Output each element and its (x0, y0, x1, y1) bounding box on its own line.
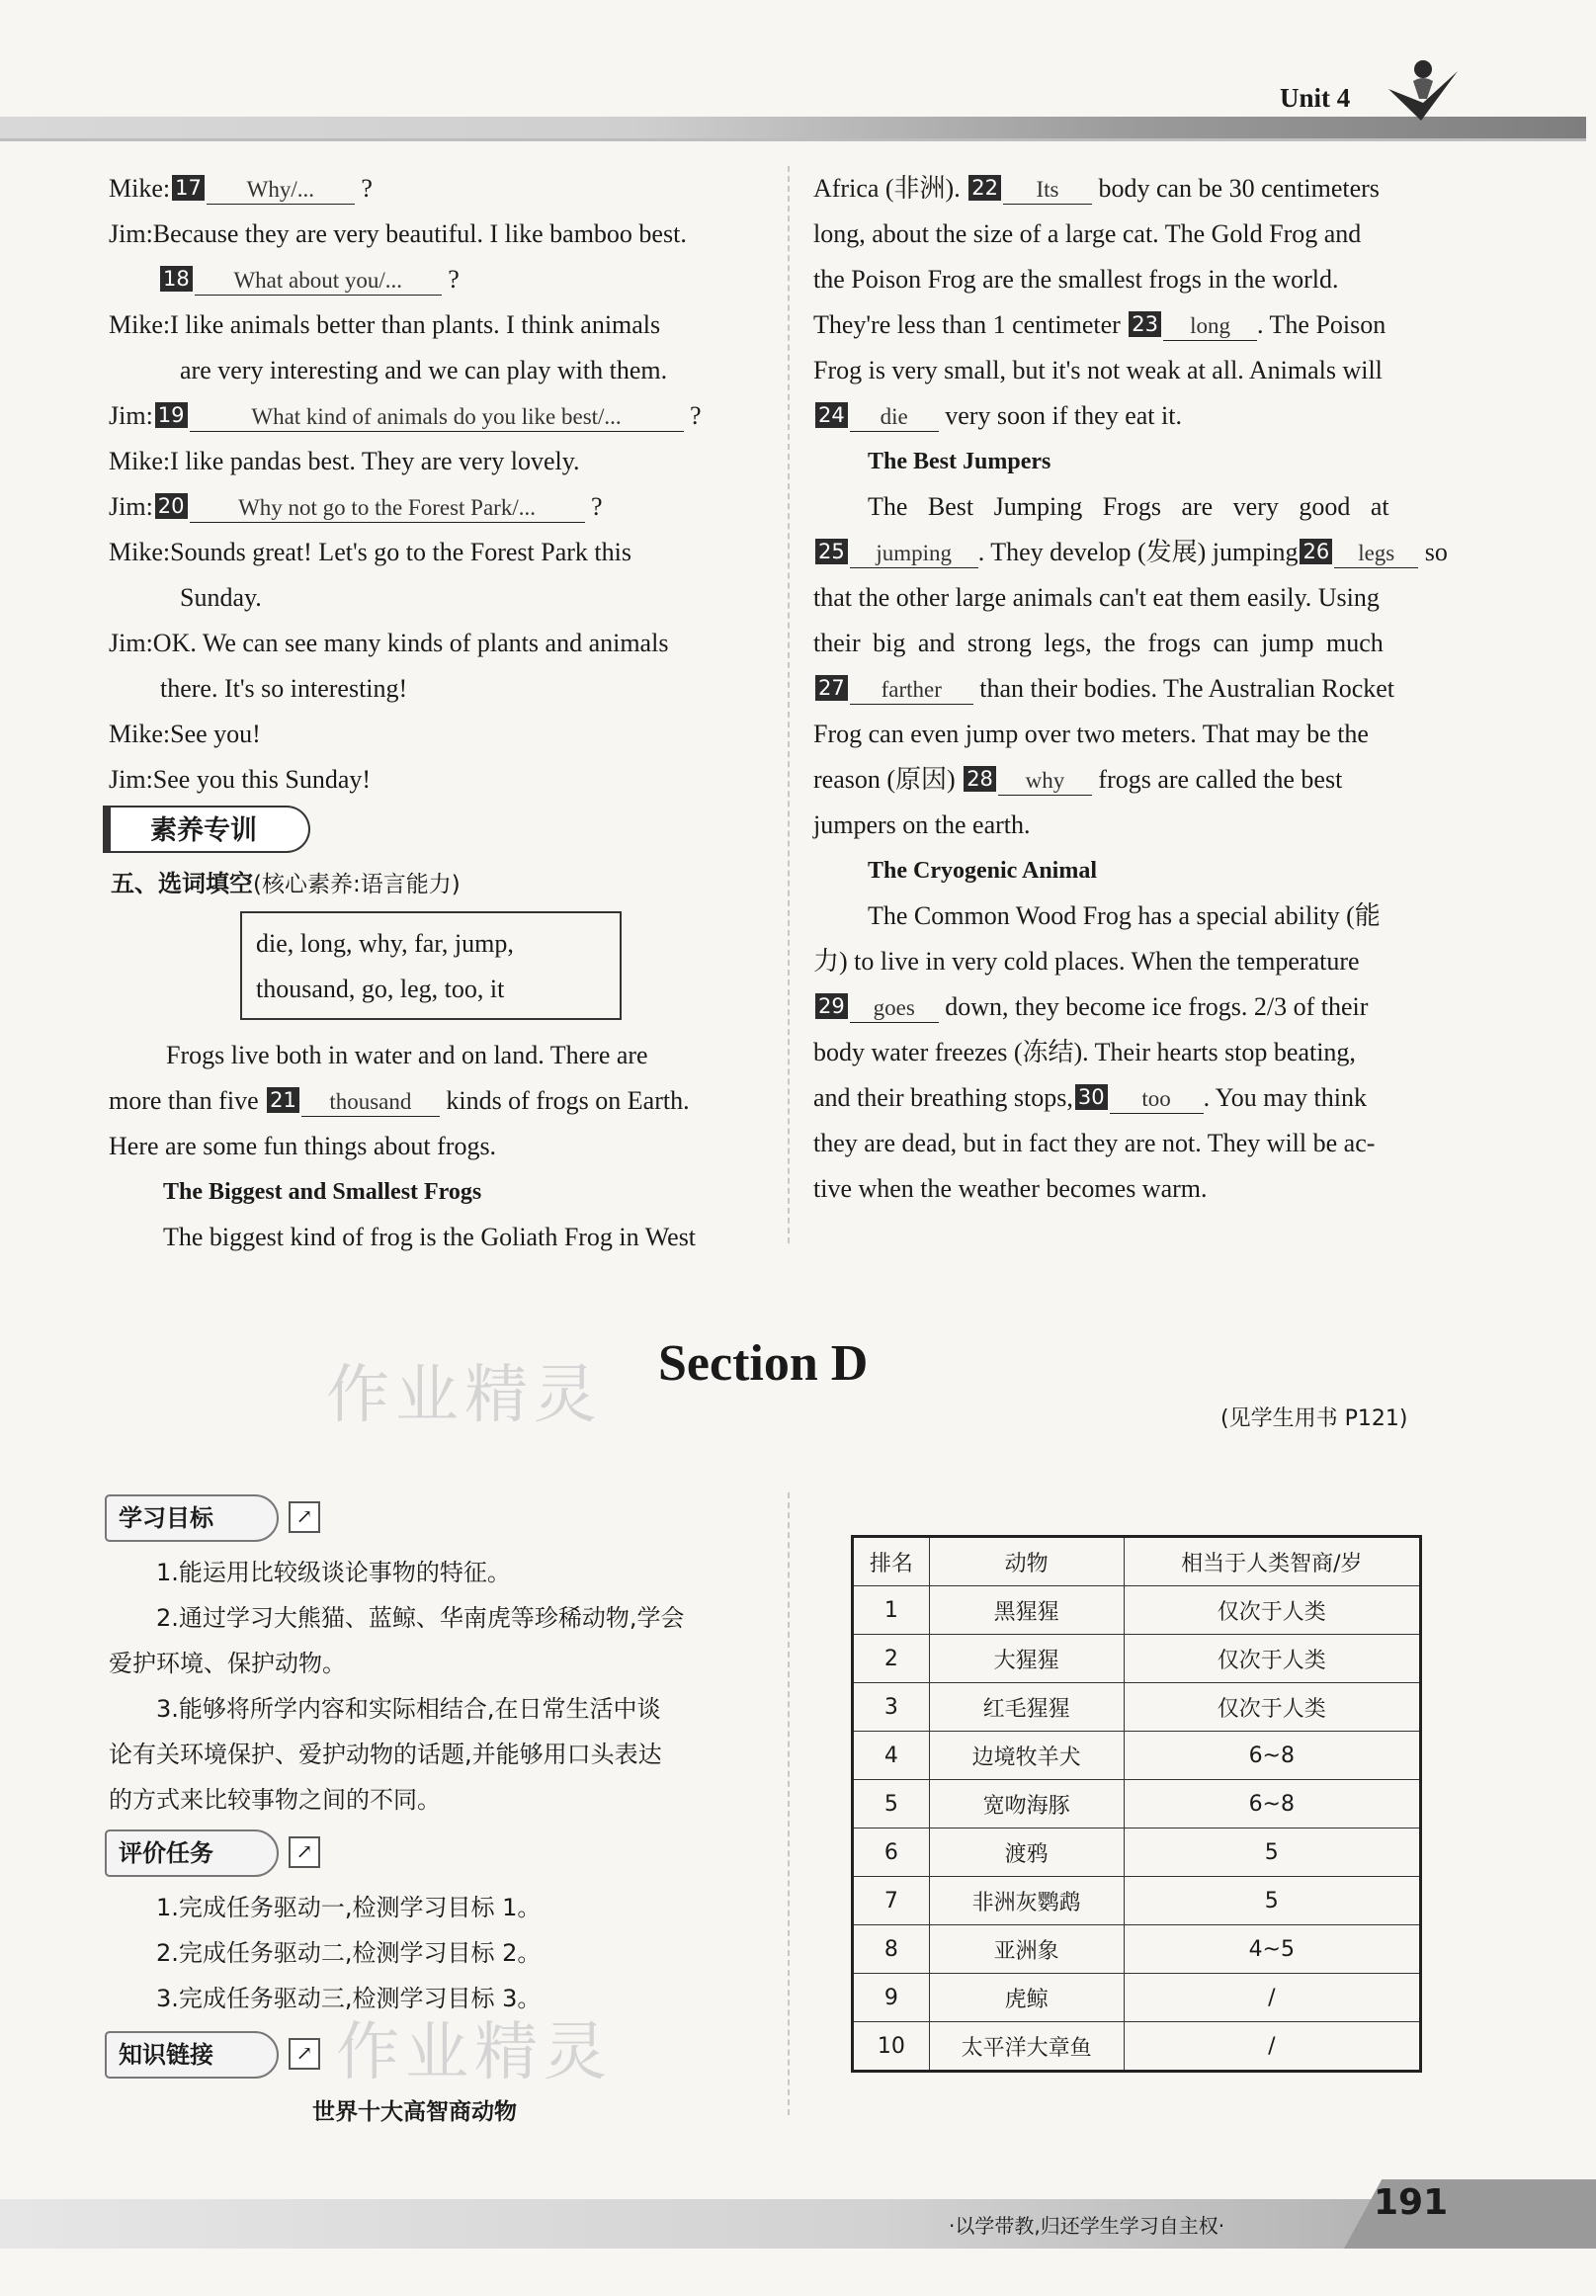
animal-cell: 大猩猩 (929, 1635, 1124, 1683)
rank-cell: 3 (853, 1683, 930, 1732)
column-header: 动物 (929, 1537, 1124, 1586)
passage-line: more than five 21 thousand kinds of frogs on Earth. (109, 1086, 690, 1115)
answer-blank: Why/... (207, 176, 355, 205)
passage-line: The biggest kind of frog is the Goliath Frog in West (163, 1223, 697, 1251)
answer-blank: What kind of animals do you like best/... (190, 403, 684, 432)
table-row (853, 1683, 1421, 1732)
table-row (853, 1974, 1421, 2022)
iq-cell: / (1124, 1974, 1420, 2022)
dialogue-line: are very interesting and we can play with them. (180, 356, 668, 384)
dialogue-line: Jim: 20 Why not go to the Forest Park/... ? (109, 492, 603, 521)
passage-line: their big and strong legs, the frogs can jump much (813, 629, 1384, 657)
iq-cell: 仅次于人类 (1124, 1635, 1420, 1683)
word-bank-line: die, long, why, far, jump, (256, 929, 514, 958)
passage-line: reason (原因) 28 why frogs are called the best (813, 765, 1343, 794)
animal-cell: 黑猩猩 (929, 1586, 1124, 1635)
passage-line: They're less than 1 centimeter 23 long . The Poison (813, 310, 1386, 339)
table-row (853, 1635, 1421, 1683)
dialogue-line: Jim:Because they are very beautiful. I like bamboo best. (109, 219, 687, 248)
table-header-row (853, 1537, 1421, 1586)
answer-blank: jumping (850, 540, 978, 568)
subheading: The Best Jumpers (868, 449, 1051, 474)
header-rule (0, 138, 1586, 141)
dialogue-line: there. It's so interesting! (160, 674, 408, 703)
header-band (0, 117, 1586, 138)
dialogue-line: Mike:See you! (109, 720, 261, 748)
subheading: The Cryogenic Animal (868, 858, 1097, 884)
eval-item: 1.完成任务驱动一,检测学习目标 1。 (156, 1894, 542, 1921)
page-reference: (见学生用书 P121) (1220, 1406, 1408, 1431)
table-title: 世界十大高智商动物 (312, 2099, 517, 2125)
animal-cell: 非洲灰鹦鹉 (929, 1877, 1124, 1925)
eval-tag: 评价任务 (105, 1829, 279, 1877)
dialogue-line: Jim:OK. We can see many kinds of plants and animals (109, 629, 669, 657)
answer-blank: why (998, 767, 1092, 796)
blank-number: 18 (160, 266, 193, 292)
iq-cell: 5 (1124, 1828, 1420, 1877)
answer-blank: Its (1003, 176, 1092, 205)
table-row (853, 2022, 1421, 2072)
passage-line: 力) to live in very cold places. When the temperature (813, 947, 1360, 976)
goal-item: 1.能运用比较级谈论事物的特征。 (156, 1559, 511, 1586)
goal-item: 2.通过学习大熊猫、蓝鲸、华南虎等珍稀动物,学会 (156, 1604, 685, 1632)
arrow-icon: ↗ (289, 1501, 320, 1533)
blank-number: 29 (815, 993, 848, 1019)
iq-cell: / (1124, 2022, 1420, 2072)
eval-item: 2.完成任务驱动二,检测学习目标 2。 (156, 1939, 542, 1967)
dialogue-line: Mike: 17 Why/... ? (109, 174, 373, 203)
table-row (853, 1828, 1421, 1877)
table-row (853, 1877, 1421, 1925)
passage-right (813, 166, 1466, 1212)
column-header: 相当于人类智商/岁 (1124, 1537, 1420, 1586)
dialogue-line: Sunday. (180, 583, 262, 612)
eval-list (109, 1885, 761, 2021)
table-row (853, 1780, 1421, 1828)
animal-cell: 亚洲象 (929, 1925, 1124, 1974)
unit-label: Unit 4 (1280, 83, 1351, 113)
section-title: Section D (658, 1335, 869, 1392)
passage-line: that the other large animals can't eat them easily. Using (813, 583, 1380, 612)
blank-number: 27 (815, 675, 848, 701)
blank-number: 21 (267, 1087, 299, 1113)
rank-cell: 8 (853, 1925, 930, 1974)
word-bank-line: thousand, go, leg, too, it (256, 975, 505, 1003)
dialogue-column (109, 166, 761, 803)
dialogue-line: Jim: 19 What kind of animals do you like best/... ? (109, 401, 702, 430)
passage-line: 27 farther than their bodies. The Australian Rocket (813, 666, 1466, 712)
goals-list (109, 1550, 761, 1823)
footer-slogan: ·以学带教,归还学生学习自主权· (949, 2214, 1225, 2238)
iq-cell: 6~8 (1124, 1732, 1420, 1780)
blank-number: 30 (1075, 1084, 1108, 1110)
rank-cell: 1 (853, 1586, 930, 1635)
iq-cell: 仅次于人类 (1124, 1683, 1420, 1732)
passage-line: jumpers on the earth. (813, 810, 1031, 839)
table-row (853, 1732, 1421, 1780)
subheading: The Biggest and Smallest Frogs (163, 1179, 482, 1205)
blank-number: 26 (1300, 539, 1332, 564)
rank-cell: 9 (853, 1974, 930, 2022)
animal-iq-table (851, 1535, 1422, 2073)
rank-cell: 7 (853, 1877, 930, 1925)
table-row (853, 1925, 1421, 1974)
passage-line: body water freezes (冻结). Their hearts stop beating, (813, 1038, 1356, 1066)
animal-cell: 渡鸦 (929, 1828, 1124, 1877)
answer-blank: What about you/... (195, 267, 442, 296)
passage-line: 25 jumping . They develop (发展) jumping 26 legs so (813, 530, 1466, 575)
answer-blank: goes (850, 994, 939, 1023)
goal-item: 论有关环境保护、爱护动物的话题,并能够用口头表达 (109, 1741, 662, 1768)
passage-left (109, 1033, 761, 1260)
rank-cell: 2 (853, 1635, 930, 1683)
rank-cell: 5 (853, 1780, 930, 1828)
animal-cell: 虎鲸 (929, 1974, 1124, 2022)
section-banner: 素养专训 (103, 806, 310, 853)
iq-cell: 5 (1124, 1877, 1420, 1925)
passage-line: the Poison Frog are the smallest frogs in the world. (813, 265, 1339, 294)
watermark: 作业精灵 (336, 2016, 613, 2089)
passage-line: Here are some fun things about frogs. (109, 1132, 497, 1160)
blank-number: 20 (155, 493, 188, 519)
passage-line: The Common Wood Frog has a special ability (能 (868, 901, 1381, 930)
book-person-icon (1384, 51, 1463, 130)
animal-cell: 太平洋大章鱼 (929, 2022, 1124, 2072)
animal-cell: 边境牧羊犬 (929, 1732, 1124, 1780)
answer-blank: too (1110, 1085, 1204, 1114)
column-divider (788, 1492, 790, 2115)
goal-item: 爱护环境、保护动物。 (109, 1650, 346, 1677)
blank-number: 17 (172, 175, 205, 201)
passage-line: 24 die very soon if they eat it. (813, 393, 1466, 439)
answer-blank: legs (1334, 540, 1418, 568)
iq-cell: 4~5 (1124, 1925, 1420, 1974)
exercise-title: 五、选词填空(核心素养:语言能力) (111, 870, 461, 897)
goal-item: 的方式来比较事物之间的不同。 (109, 1786, 441, 1814)
link-tag: 知识链接 (105, 2031, 279, 2079)
animal-cell: 宽吻海豚 (929, 1780, 1124, 1828)
passage-line: tive when the weather becomes warm. (813, 1174, 1208, 1203)
passage-line: The Best Jumping Frogs are very good at (868, 492, 1389, 521)
arrow-icon: ↗ (289, 1836, 320, 1868)
watermark: 作业精灵 (326, 1359, 603, 1432)
dialogue-line: Mike:I like animals better than plants. I think animals (109, 310, 661, 339)
answer-blank: thousand (301, 1088, 440, 1117)
answer-blank: die (850, 403, 939, 432)
arrow-icon: ↗ (289, 2038, 320, 2070)
table-row (853, 1586, 1421, 1635)
passage-line: 29 goes down, they become ice frogs. 2/3 of their (813, 984, 1466, 1030)
dialogue-line: Mike:I like pandas best. They are very lovely. (109, 447, 580, 475)
blank-number: 22 (968, 175, 1001, 201)
blank-number: 24 (815, 402, 848, 428)
passage-line: Frogs live both in water and on land. There are (166, 1041, 648, 1069)
blank-number: 28 (964, 766, 996, 792)
iq-cell: 仅次于人类 (1124, 1586, 1420, 1635)
eval-item: 3.完成任务驱动三,检测学习目标 3。 (156, 1985, 542, 2012)
rank-cell: 4 (853, 1732, 930, 1780)
dialogue-line: 18 What about you/... ? (109, 257, 761, 302)
passage-line: and their breathing stops, 30 too . You may think (813, 1083, 1367, 1112)
blank-number: 19 (155, 402, 188, 428)
passage-line: Frog is very small, but it's not weak at all. Animals will (813, 356, 1383, 384)
blank-number: 23 (1129, 311, 1161, 337)
page-number: 191 (1374, 2182, 1449, 2223)
column-divider (788, 166, 790, 1243)
animal-cell: 红毛猩猩 (929, 1683, 1124, 1732)
blank-number: 25 (815, 539, 848, 564)
answer-blank: Why not go to the Forest Park/... (190, 494, 585, 523)
passage-line: they are dead, but in fact they are not. They will be ac- (813, 1129, 1376, 1157)
dialogue-line: Jim:See you this Sunday! (109, 765, 372, 794)
answer-blank: farther (850, 676, 973, 705)
iq-cell: 6~8 (1124, 1780, 1420, 1828)
column-header: 排名 (853, 1537, 930, 1586)
goal-item: 3.能够将所学内容和实际相结合,在日常生活中谈 (156, 1695, 661, 1723)
passage-line: Africa (非洲). 22 Its body can be 30 centimeters (813, 174, 1380, 203)
goals-tag: 学习目标 (105, 1494, 279, 1542)
rank-cell: 6 (853, 1828, 930, 1877)
dialogue-line: Mike:Sounds great! Let's go to the Forest Park this (109, 538, 631, 566)
passage-line: Frog can even jump over two meters. That may be the (813, 720, 1369, 748)
word-bank (240, 911, 622, 1020)
rank-cell: 10 (853, 2022, 930, 2072)
answer-blank: long (1163, 312, 1257, 341)
passage-line: long, about the size of a large cat. The Gold Frog and (813, 219, 1362, 248)
